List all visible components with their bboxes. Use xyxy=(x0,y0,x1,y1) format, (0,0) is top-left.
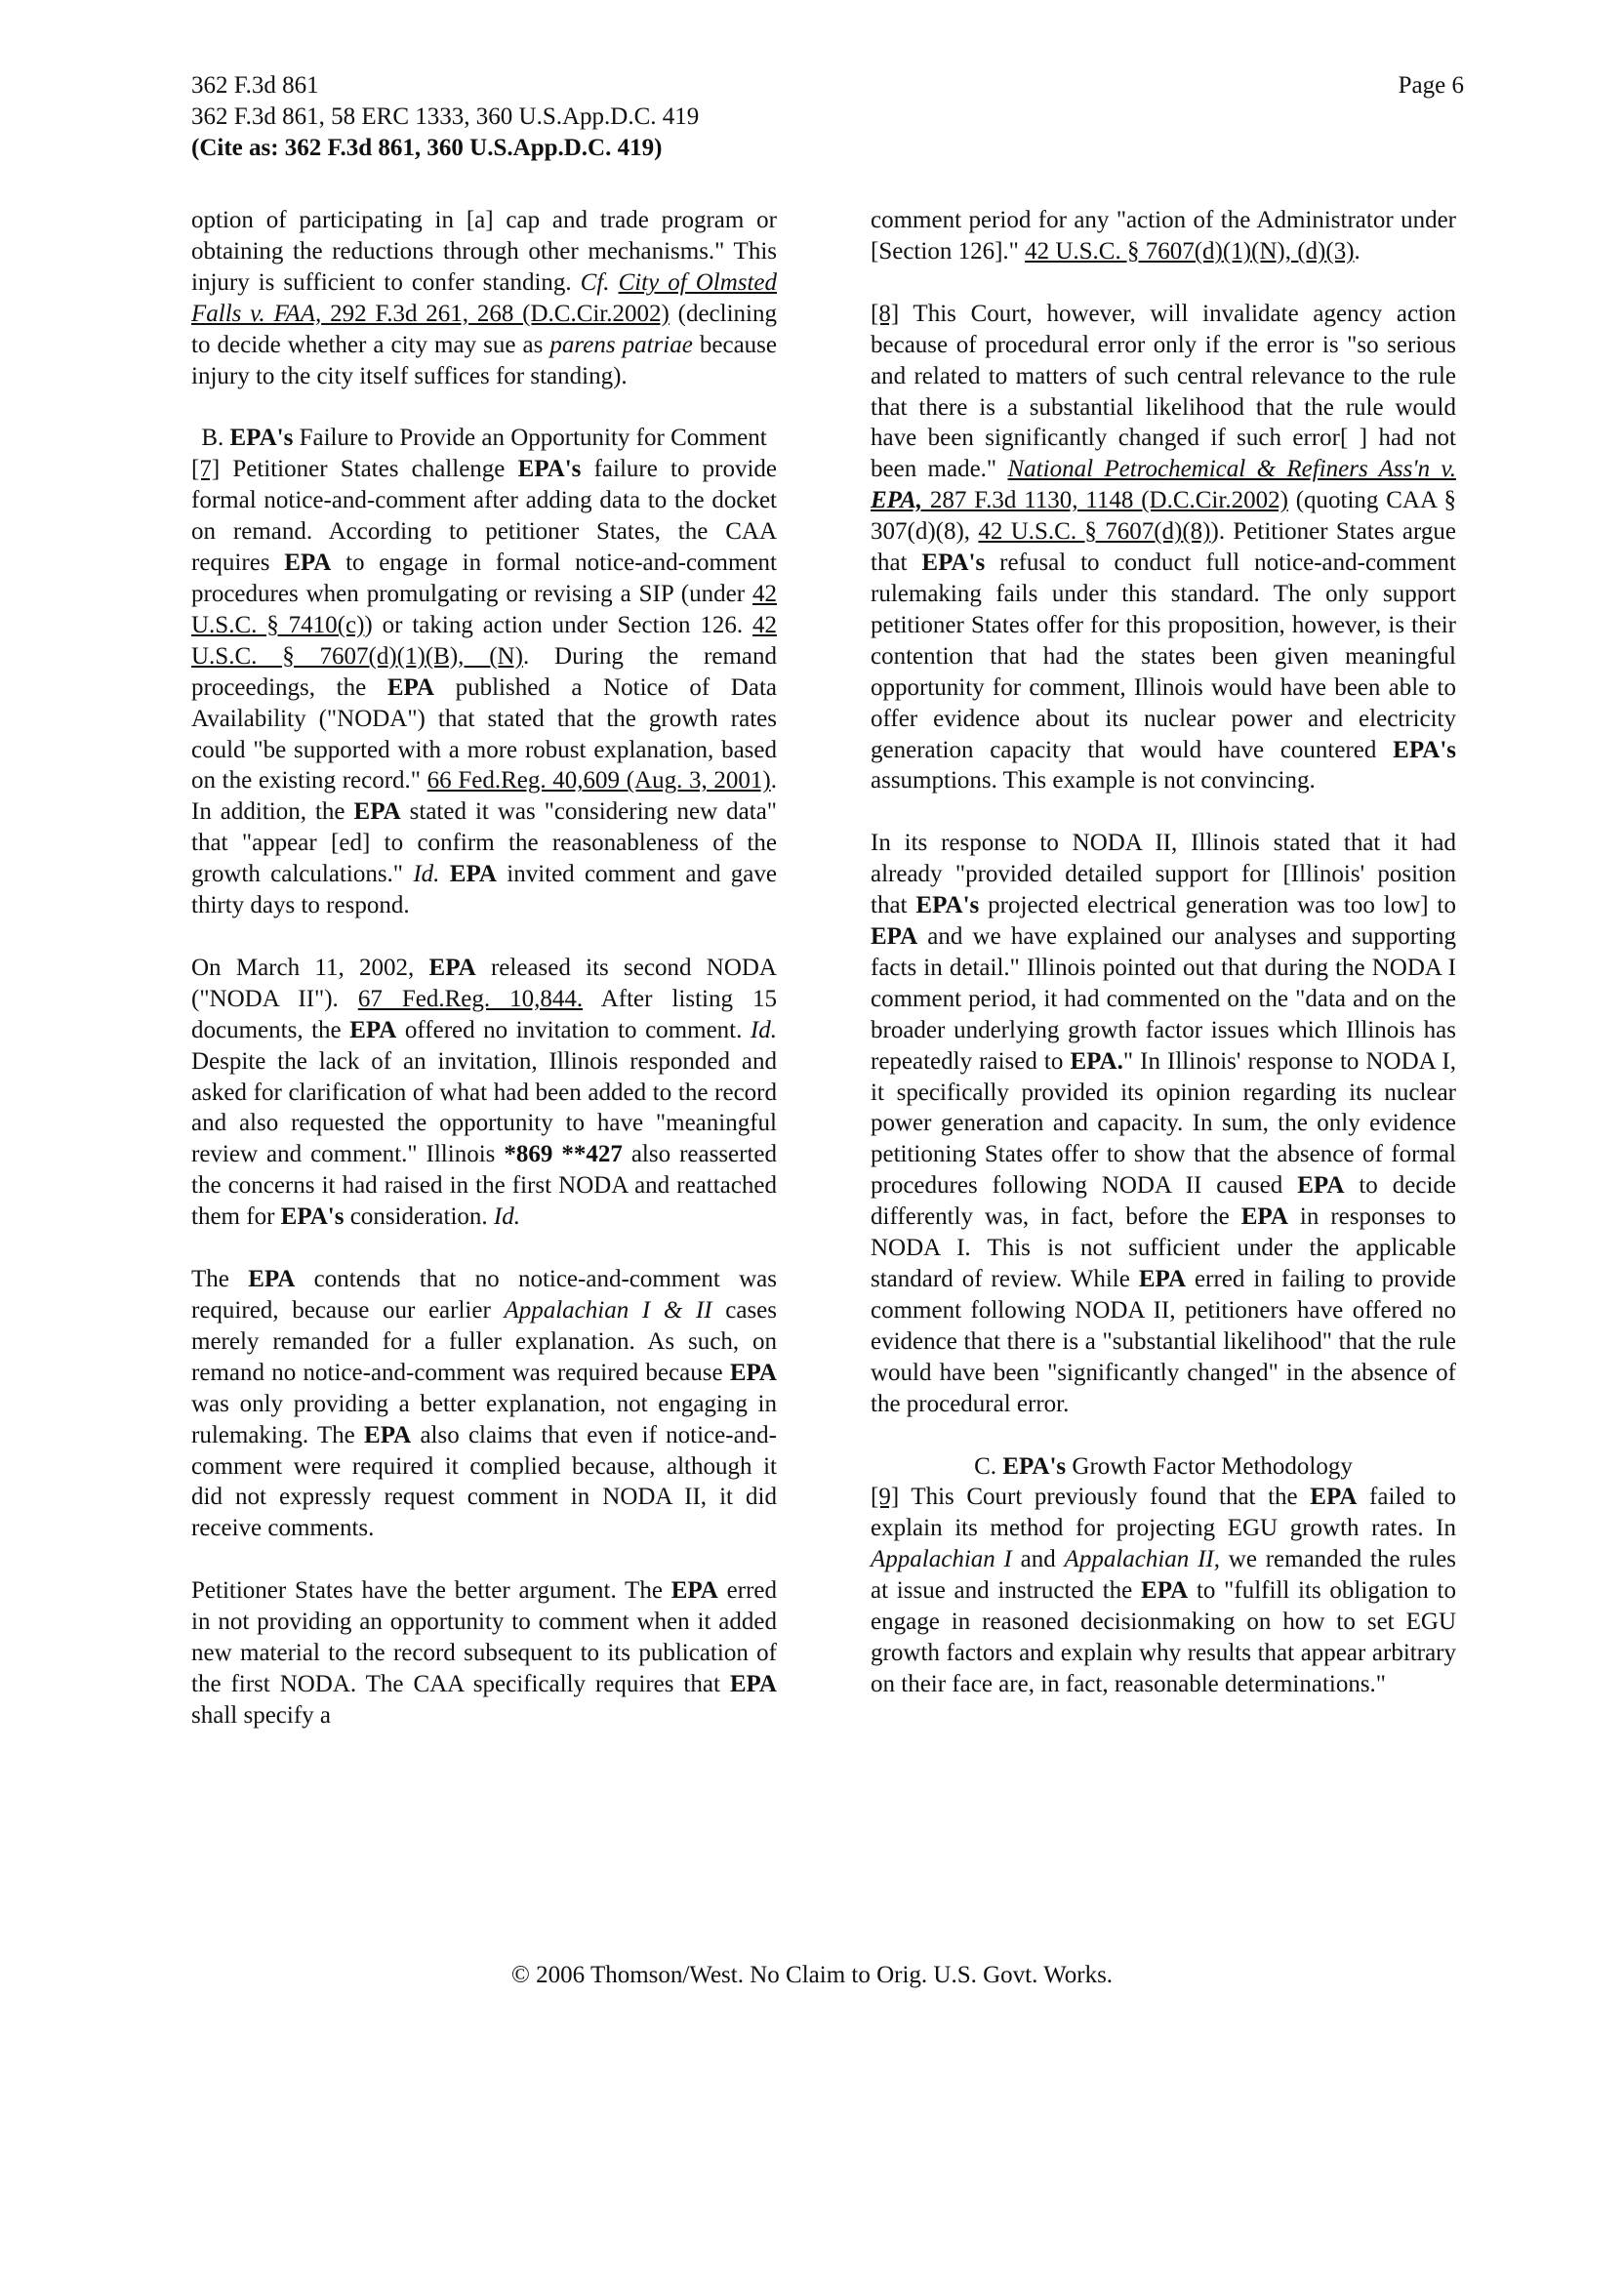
text: we remanded the rules at issue and instructed the xyxy=(871,1546,1456,1605)
paragraph xyxy=(871,299,1456,797)
bold-text: EPA's xyxy=(229,425,294,452)
bold-text: EPA xyxy=(248,1266,296,1293)
text: Despite the lack of an invitation, Illinois responded and asked for clarification of what had been added to the record and also requested the opportunity to have "meaningful review and comment." Illinois xyxy=(191,1047,777,1168)
text: failed to explain its method for projecting EGU growth rates. In xyxy=(871,1484,1456,1542)
bold-text: EPA xyxy=(364,1421,412,1448)
citation-line: 362 F.3d 861 xyxy=(191,72,319,99)
text: also reasserted the concerns it had raised in the first NODA and reattached them for xyxy=(191,1141,778,1231)
bold-text: EPA xyxy=(670,1577,718,1605)
text: invited comment and gave thirty days to respond. xyxy=(191,861,777,919)
text: Failure to Provide an Opportunity for Comment xyxy=(293,425,767,452)
bold-text: EPA's xyxy=(915,892,980,919)
paragraph xyxy=(191,953,777,1233)
citation-link[interactable]: 42 U.S.C. § 7607(d)(1)(B), (N) xyxy=(191,611,777,670)
text: cases merely remanded for a fuller explanation. As such, on remand no notice-and-comment was required because xyxy=(191,1297,777,1386)
section-heading xyxy=(191,423,777,454)
citation-link[interactable]: City of Olmsted Falls v. FAA, xyxy=(191,268,778,327)
bold-text: EPA xyxy=(1141,1577,1189,1605)
citation-link[interactable]: [8] xyxy=(871,300,900,327)
italic-text: Appalachian I xyxy=(871,1546,1012,1573)
text: contends that no notice-and-comment was required, because our earlier xyxy=(191,1266,777,1324)
text: . xyxy=(1354,237,1360,265)
text: stated it was "considering new data" that "appear [ed] to confirm the reasonableness of the growth calculations." xyxy=(191,798,777,888)
text: (declining to decide whether a city may sue as xyxy=(191,300,777,358)
bold-text: EPA xyxy=(428,954,476,981)
text: comment period for any "action of the Administrator under [Section 126]." xyxy=(871,207,1456,265)
bold-text: EPA xyxy=(284,550,332,577)
text: After listing 15 documents, the xyxy=(191,985,777,1043)
citation-link[interactable]: 287 F.3d 1130, 1148 (D.C.Cir.2002) xyxy=(922,487,1288,514)
italic-text: Id. xyxy=(750,1016,777,1043)
bold-text: EPA xyxy=(729,1670,777,1697)
paragraph xyxy=(191,205,777,391)
text: shall specify a xyxy=(191,1701,332,1729)
text: On March 11, 2002, xyxy=(191,954,429,981)
paragraph xyxy=(871,1482,1456,1699)
text: assumptions. This example is not convincing. xyxy=(871,767,1316,795)
text: Petitioner States challenge xyxy=(220,456,518,483)
text: and xyxy=(1011,1546,1065,1573)
bold-text: EPA xyxy=(729,1359,777,1386)
right-column xyxy=(871,205,1456,1732)
paragraph xyxy=(871,828,1456,1419)
text: to engage in formal notice-and-comment procedures when promulgating or revising a SIP (under xyxy=(191,550,777,607)
bold-text: EPA's xyxy=(280,1203,345,1231)
italic-text: Id. xyxy=(413,861,440,888)
citation-link[interactable]: National Petrochemical & Refiners Ass'n v. xyxy=(1007,456,1456,483)
bold-text: EPA xyxy=(871,923,918,951)
text: projected electrical generation was too low] to xyxy=(979,892,1456,919)
bold-text: EPA's xyxy=(921,550,986,577)
paragraph xyxy=(191,454,777,921)
italic-text: Cf. xyxy=(580,268,610,296)
text: Growth Factor Methodology xyxy=(1066,1452,1353,1480)
text: and we have explained our analyses and supporting facts in detail." Illinois pointed out that during the NODA I comment period, it had commented on the "data and on the broader underlying growth factor issues which Illinois has repeatedly raised to xyxy=(871,923,1456,1075)
text: released its second NODA ("NODA II"). xyxy=(191,954,777,1012)
citation-link[interactable]: 42 U.S.C. § 7410(c) xyxy=(191,580,777,638)
citation-link[interactable]: 67 Fed.Reg. 10,844. xyxy=(357,985,584,1012)
bold-text: EPA xyxy=(1297,1172,1345,1200)
text: to "fulfill its obligation to engage in reasoned decisionmaking on how to set EGU growth factors and explain why results that appear arbitrary on their face are, in fact, reasonable determinations." xyxy=(871,1577,1457,1697)
text: B. xyxy=(201,425,230,452)
text: " In Illinois' response to NODA I, it specifically provided its opinion regarding its nuclear power generation and capacity. In sum, the only evidence petitioning States offer to show that the absence of formal procedures following NODA II caused xyxy=(871,1047,1456,1200)
text: The xyxy=(191,1266,249,1293)
text: ). Petitioner States argue that xyxy=(871,518,1456,577)
citation-link[interactable]: 42 U.S.C. § 7607(d)(1)(N), (d)(3) xyxy=(1025,237,1355,265)
text: published a Notice of Data Availability ("NODA") that stated that the growth rates could "be supported with a more robust explanation, based on the existing record." xyxy=(191,673,777,795)
bold-text: *869 **427 xyxy=(504,1141,623,1168)
text: . During the remand proceedings, the xyxy=(191,642,777,701)
text: Petitioner States have the better argument. The xyxy=(191,1577,671,1605)
text: option of participating in [a] cap and trade program or obtaining the reductions through other mechanisms." This injury is sufficient to confer standing. xyxy=(191,207,777,296)
text: in responses to NODA I. This is not sufficient under the applicable standard of review. While xyxy=(871,1203,1456,1292)
text: This Court, however, will invalidate agency action because of procedural error only if the error is "so serious and related to matters of such central relevance to the rule that there is a substantial likelihood that the rule would have been significantly changed if such error[ ] had not been made." xyxy=(871,300,1456,483)
bold-text: EPA. xyxy=(1070,1047,1123,1075)
text: to decide differently was, in fact, before the xyxy=(871,1172,1457,1231)
copyright-footer: © 2006 Thomson/West. No Claim to Orig. U.S. Govt. Works. xyxy=(510,1962,1114,1988)
bold-text: EPA xyxy=(1138,1266,1187,1292)
bold-text: EPA xyxy=(349,1016,397,1043)
text: This Court previously found that the xyxy=(899,1484,1311,1511)
text: refusal to conduct full notice-and-comment rulemaking fails under this standard. The only support petitioner States offer for this proposition, however, is their contention that had the states been given meaningful opportunity for comment, Illinois would have been able to offer evidence about its nuclear power and electricity generation capacity that would have countered xyxy=(871,550,1456,763)
bold-text: EPA xyxy=(1310,1484,1358,1511)
bold-text: EPA xyxy=(1240,1203,1288,1231)
text: (quoting CAA § 307(d)(8), xyxy=(871,487,1456,546)
italic-text: Id. xyxy=(493,1203,520,1231)
citation-header xyxy=(191,70,699,164)
citation-link[interactable]: 42 U.S.C. § 7607(d)(8) xyxy=(978,518,1211,546)
paragraph xyxy=(871,205,1456,267)
text xyxy=(610,269,619,296)
left-column xyxy=(191,205,777,1763)
text: also claims that even if notice-and-comment were required it complied because, although it did not expressly request comment in NODA II, it did receive comments. xyxy=(191,1421,777,1542)
page-number: Page 6 xyxy=(1398,72,1464,99)
citation-link[interactable]: [7] xyxy=(191,456,221,483)
text: because injury to the city itself suffices for standing). xyxy=(191,331,777,389)
paragraph xyxy=(191,1575,777,1732)
text: . In addition, the xyxy=(191,767,777,826)
text: ) or taking action under Section 126. xyxy=(364,611,752,638)
bold-text: EPA xyxy=(449,861,497,888)
italic-text: Appalachian I & II xyxy=(504,1297,712,1324)
text: C. xyxy=(974,1452,1003,1480)
cite-as: (Cite as: 362 F.3d 861, 360 U.S.App.D.C. 419) xyxy=(191,135,663,161)
text: In its response to NODA II, Illinois stated that it had already "provided detailed support for [Illinois' position that xyxy=(871,830,1456,919)
text: was only providing a better explanation, not engaging in rulemaking. The xyxy=(191,1390,777,1448)
text: failure to provide formal notice-and-comment after adding data to the docket on remand. According to petitioner States, the CAA requires xyxy=(191,456,777,577)
text: erred in failing to provide comment following NODA II, petitioners have offered no evidence that there is a "substantial likelihood" that the rule would have been "significantly changed" in the absence of the procedural error. xyxy=(871,1266,1456,1417)
citation-link[interactable]: [9] xyxy=(871,1484,900,1511)
bold-text: EPA's xyxy=(1393,736,1456,763)
text: consideration. xyxy=(344,1203,494,1231)
citation-link[interactable]: EPA, xyxy=(871,487,923,514)
bold-text: EPA xyxy=(353,798,401,826)
paragraph xyxy=(191,1264,777,1544)
italic-text: Appalachian II, xyxy=(1064,1546,1220,1573)
citation-link[interactable]: 292 F.3d 261, 268 (D.C.Cir.2002) xyxy=(321,300,670,327)
text: erred in not providing an opportunity to comment when it added new material to the record subsequent to its publication of the first NODA. The CAA specifically requires that xyxy=(191,1577,777,1697)
citation-link[interactable]: 66 Fed.Reg. 40,609 (Aug. 3, 2001) xyxy=(426,767,771,795)
bold-text: EPA xyxy=(386,673,434,701)
italic-text: parens patriae xyxy=(549,331,693,358)
text xyxy=(439,861,449,887)
section-heading xyxy=(871,1451,1456,1483)
bold-text: EPA's xyxy=(517,456,582,483)
citation-parallel: 362 F.3d 861, 58 ERC 1333, 360 U.S.App.D.C. 419 xyxy=(191,103,700,130)
text: offered no invitation to comment. xyxy=(396,1016,751,1043)
bold-text: EPA's xyxy=(1002,1452,1067,1480)
